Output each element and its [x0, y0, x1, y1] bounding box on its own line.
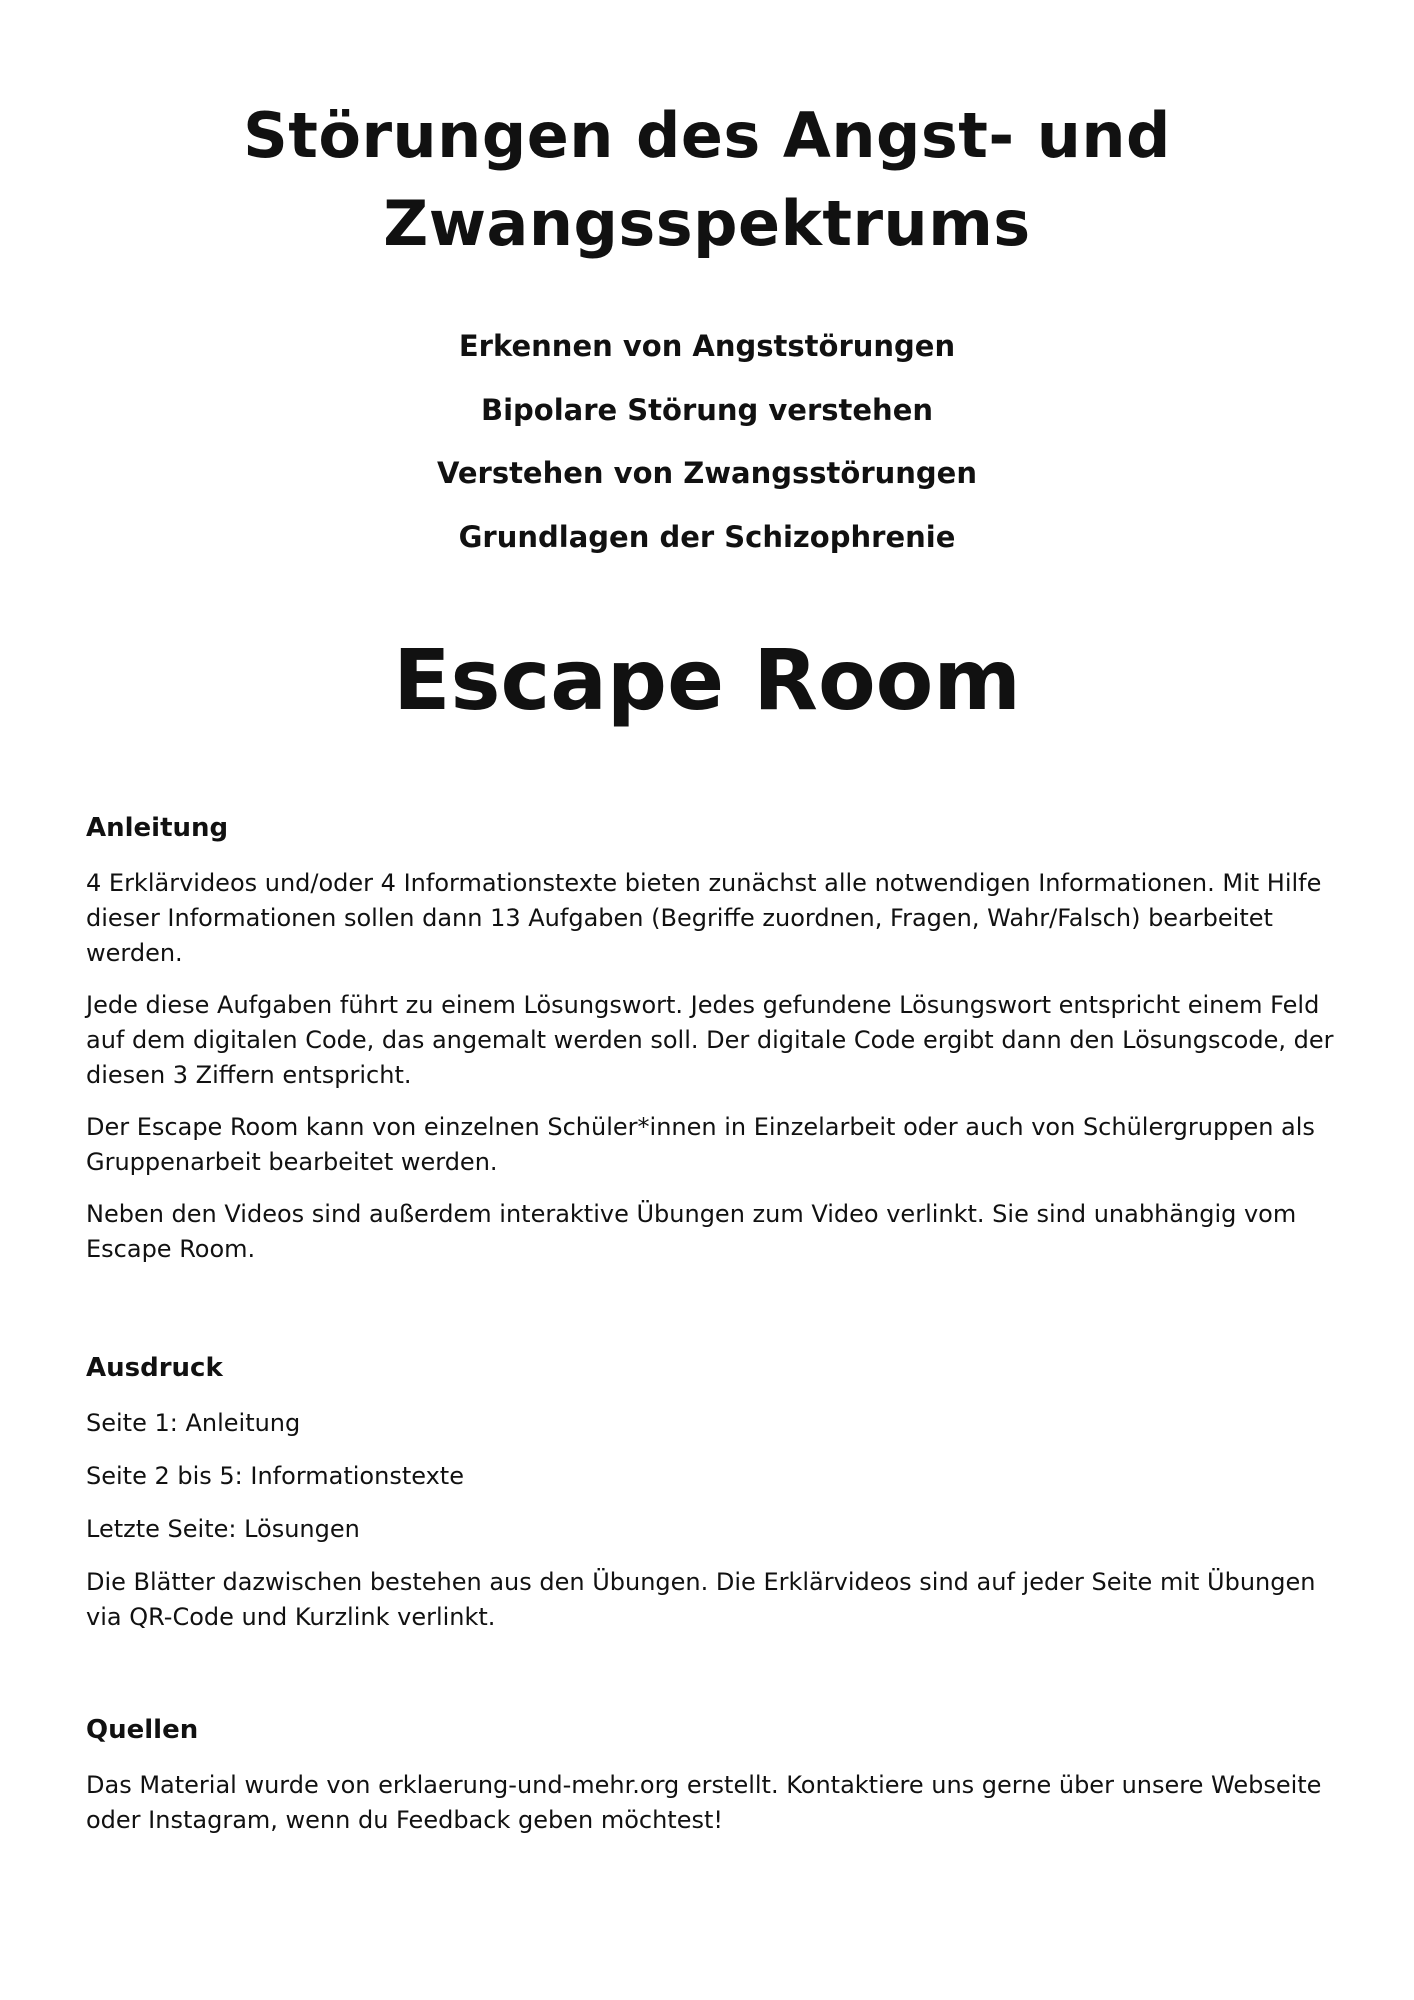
- paragraph: Jede diese Aufgaben führt zu einem Lösungswort. Jedes gefundene Lösungswort entspricht einem Feld auf dem digitalen Code, das angemalt werden soll. Der digitale Code ergibt dann den Lösungscode, der diesen 3 Ziffern entspricht.: [86, 991, 1334, 1089]
- paragraph: Der Escape Room kann von einzelnen Schüler*innen in Einzelarbeit oder auch von Schülergruppen als Gruppenarbeit bearbeitet werden.: [86, 1113, 1315, 1176]
- title-line-2: Zwangsspektrums: [383, 187, 1031, 260]
- paragraph: Neben den Videos sind außerdem interaktive Übungen zum Video verlinkt. Sie sind unabhängig vom Escape Room.: [86, 1200, 1297, 1263]
- paragraph: Das Material wurde von erklaerung-und-mehr.org erstellt. Kontaktiere uns gerne über unsere Webseite oder Instagram, wenn du Feedback geben möchtest!: [86, 1771, 1322, 1834]
- paragraph: Seite 2 bis 5: Informationstexte: [86, 1462, 464, 1490]
- topic-item: Grundlagen der Schizophrenie: [458, 519, 956, 554]
- section-heading: Ausdruck: [86, 1353, 223, 1383]
- paragraph: 4 Erklärvideos und/oder 4 Informationstexte bieten zunächst alle notwendigen Informationen. Mit Hilfe dieser Informationen sollen dann 13 Aufgaben (Begriffe zuordnen, Fragen, Wahr/Falsch) bearbeitet werden.: [86, 869, 1322, 967]
- topic-item: Bipolare Störung verstehen: [480, 392, 934, 427]
- topic-list: [0, 328, 1414, 582]
- paragraph: Letzte Seite: Lösungen: [86, 1515, 360, 1543]
- section-heading: Anleitung: [86, 813, 229, 843]
- section-anleitung: [86, 812, 1336, 1284]
- document-title: [0, 92, 1414, 268]
- paragraph: Die Blätter dazwischen bestehen aus den Übungen. Die Erklärvideos sind auf jeder Seite mit Übungen via QR-Code und Kurzlink verlinkt.: [86, 1568, 1316, 1631]
- topic-item: Verstehen von Zwangsstörungen: [436, 456, 977, 490]
- escape-room-title: Escape Room: [393, 631, 1021, 729]
- section-heading: Quellen: [86, 1715, 199, 1745]
- section-quellen: [86, 1714, 1336, 1855]
- topic-item: Erkennen von Angststörungen: [458, 329, 956, 363]
- paragraph: Seite 1: Anleitung: [86, 1409, 301, 1437]
- title-line-1: Störungen des Angst- und: [243, 99, 1171, 172]
- section-ausdruck: [86, 1352, 1336, 1653]
